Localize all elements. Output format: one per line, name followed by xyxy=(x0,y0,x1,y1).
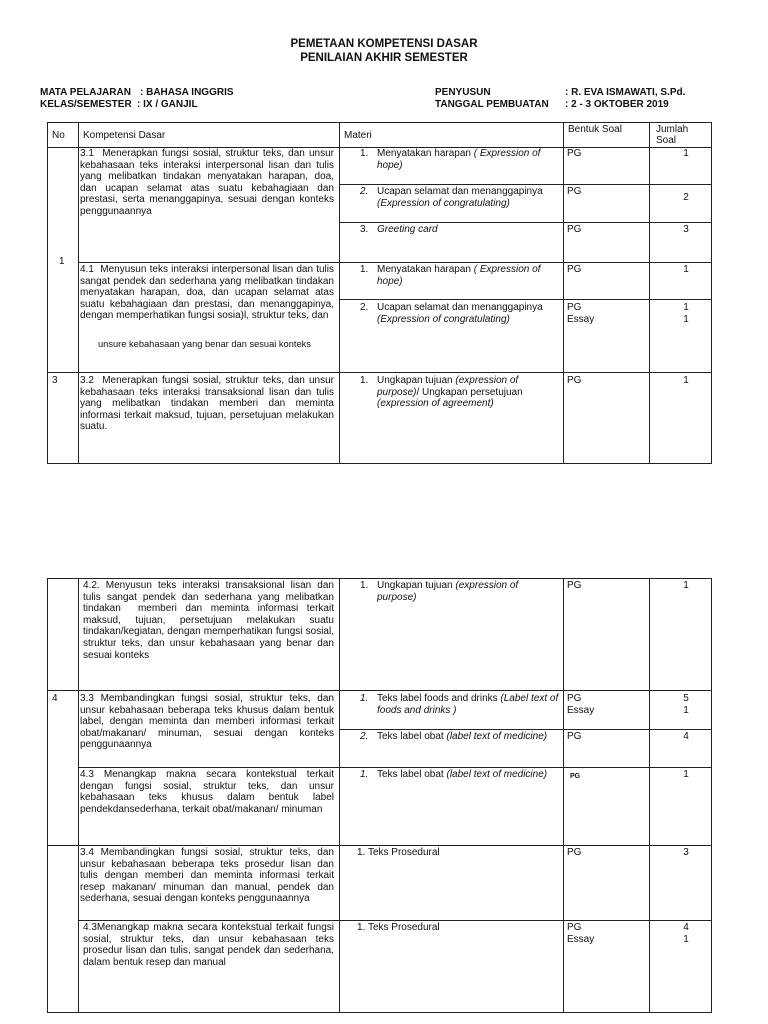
materi-11: 1. Teks Prosedural xyxy=(357,847,440,858)
kd-4-1: 4.1 Menyusun teks interaksi interpersonal lisan dan tulis sangat pendek dan sederhana yang melibatkan tindakan menyatakan harapan, doa, dan ucapan selamat atas suatu kebahagiaan dan prestasi, dan menanggapinya, dengan memperhatikan fungsi sosia)l, struktur teks, dan xyxy=(80,264,337,322)
header-no: No xyxy=(52,130,65,141)
jumlah-7: 1 xyxy=(683,580,689,591)
document-subtitle: PENILAIAN AKHIR SEMESTER xyxy=(300,52,468,64)
jumlah-6: 1 xyxy=(683,375,689,386)
kd-4-2: 4.2. Menyusun teks interaksi transaksional lisan dan tulis sangat pendek dan sederhana yang melibatkan tindakan memberi dan meminta informasi terkait maksud, tujuan, persetujuan melakukan suatu tindakan/kegiatan, dengan memperhatikan fungsi sosial, struktur teks, dan unsur kebahasaan yang benar dan sesuai konteks xyxy=(83,580,337,661)
bentuk-5: PG Essay xyxy=(567,302,595,325)
tanggal-value: : 2 - 3 OKTOBER 2019 xyxy=(565,99,669,110)
mapel-value: : BAHASA INGGRIS xyxy=(140,87,234,98)
header-jumlah-soal: Jumlah Soal xyxy=(656,124,689,146)
jumlah-3: 3 xyxy=(683,224,689,235)
jumlah-5: 1 1 xyxy=(683,302,689,325)
kd-3-2: 3.2 Menerapkan fungsi sosial, struktur teks, dan unsur kebahasaan teks interaksi transaksional lisan dan tulis yang melibatkan tindakan memberi dan meminta informasi terkait maksud, tujuan, persetujuan melakukan suatu. xyxy=(80,375,337,433)
materi-3-num: 3. xyxy=(360,224,369,235)
jumlah-2: 2 xyxy=(683,192,689,203)
row-no-4: 4 xyxy=(52,693,58,704)
materi-9: Teks label obat (label text of medicine) xyxy=(377,731,548,742)
tanggal-label: TANGGAL PEMBUATAN xyxy=(435,99,549,110)
bentuk-11: PG xyxy=(567,847,582,858)
jumlah-11: 3 xyxy=(683,847,689,858)
jumlah-12: 4 1 xyxy=(683,922,689,945)
materi-7-num: 1. xyxy=(360,580,369,591)
materi-10: Teks label obat (label text of medicine) xyxy=(377,769,548,780)
mapel-label: MATA PELAJARAN xyxy=(40,87,131,98)
materi-5: Ucapan selamat dan menanggapinya (Expression of congratulating) xyxy=(377,302,546,325)
jumlah-10: 1 xyxy=(683,769,689,780)
bentuk-9: PG xyxy=(567,731,582,742)
jumlah-1: 1 xyxy=(683,148,689,159)
bentuk-6: PG xyxy=(567,375,582,386)
materi-1: Menyatakan harapan ( Expression of hope) xyxy=(377,148,544,171)
bentuk-12: PG Essay xyxy=(567,922,595,945)
materi-5-num: 2. xyxy=(360,302,369,313)
jumlah-9: 4 xyxy=(683,731,689,742)
bentuk-4: PG xyxy=(567,264,582,275)
materi-4: Menyatakan harapan ( Expression of hope) xyxy=(377,264,544,287)
kd-3-3: 3.3 Membandingkan fungsi sosial, struktur teks, dan unsur kebahasaan beberapa teks khusus dalam bentuk label, dengan meminta dan memberi informasi terkait obat/makanan/ minuman, sesuai dengan konteks penggunaannya xyxy=(80,693,337,751)
document-title: PEMETAAN KOMPETENSI DASAR xyxy=(290,38,478,50)
materi-1-num: 1. xyxy=(360,148,369,159)
materi-3: Greeting card xyxy=(377,224,438,235)
kd-4-1-end: unsure kebahasaan yang benar dan sesuai konteks xyxy=(98,339,311,349)
bentuk-1: PG xyxy=(567,148,582,159)
penyusun-label: PENYUSUN xyxy=(435,87,491,98)
kelas-value: : IX / GANJIL xyxy=(137,99,198,110)
materi-8-num: 1. xyxy=(360,693,369,704)
materi-10-num: 1. xyxy=(360,769,369,780)
materi-6-num: 1. xyxy=(360,375,369,386)
materi-2: Ucapan selamat dan menanggapinya (Expression of congratulating) xyxy=(377,186,546,209)
materi-7: Ungkapan tujuan (expression of purpose) xyxy=(377,580,521,603)
jumlah-4: 1 xyxy=(683,264,689,275)
header-materi: Materi xyxy=(344,130,372,141)
jumlah-8: 5 1 xyxy=(683,693,689,716)
kelas-label: KELAS/SEMESTER xyxy=(40,99,132,110)
kd-3-4: 3.4 Membandingkan fungsi sosial, struktur teks, dan unsur kebahasaan beberapa teks prosedur lisan dan tulis dengan memberi dan meminta informasi terkait resep makanan/ minuman dan manual, pendek dan sederhana, sesuai dengan konteks penggunaannya xyxy=(80,847,337,905)
materi-6: Ungkapan tujuan (expression of purpose)/ Ungkapan persetujuan (expression of agreement) xyxy=(377,375,526,410)
bentuk-7: PG xyxy=(567,580,582,591)
materi-4-num: 1. xyxy=(360,264,369,275)
header-bentuk-soal: Bentuk Soal xyxy=(568,124,622,135)
row-no-1: 1 xyxy=(59,256,65,267)
materi-9-num: 2. xyxy=(360,731,369,742)
kd-4-3-procedure: 4.3Menangkap makna secara kontekstual terkait fungsi sosial, struktur teks, dan unsur kebahasaan teks prosedur lisan dan tulis, sangat pendek dan sederhana, dalam bentuk resep dan manual xyxy=(83,922,337,968)
penyusun-value: : R. EVA ISMAWATI, S.Pd. xyxy=(565,87,686,98)
bentuk-10: PG xyxy=(570,773,581,780)
kd-3-1: 3.1 Menerapkan fungsi sosial, struktur teks, dan unsur kebahasaan teks interaksi interpersonal lisan dan tulis yang melibatkan tindakan menyatakan harapan, doa, dan ucapan selamat atas suatu kebahagiaan dan prestasi, serta menanggapinya, sesuai dengan konteks penggunaannya xyxy=(80,148,337,217)
row-no-3: 3 xyxy=(52,375,58,386)
materi-2-num: 2. xyxy=(360,186,369,197)
bentuk-3: PG xyxy=(567,224,582,235)
bentuk-2: PG xyxy=(567,186,582,197)
header-kompetensi-dasar: Kompetensi Dasar xyxy=(83,130,166,141)
kd-4-3-label: 4.3 Menangkap makna secara kontekstual terkait dengan fungsi sosial, struktur teks, dan unsur kebahasaan teks khusus dalam bentuk label pendekdansederhana, terkait obat/makanan/ minuman xyxy=(80,769,337,815)
bentuk-8: PG Essay xyxy=(567,693,595,716)
materi-8: Teks label foods and drinks (Label text of foods and drinks ) xyxy=(377,693,561,716)
materi-12: 1. Teks Prosedural xyxy=(357,922,440,933)
